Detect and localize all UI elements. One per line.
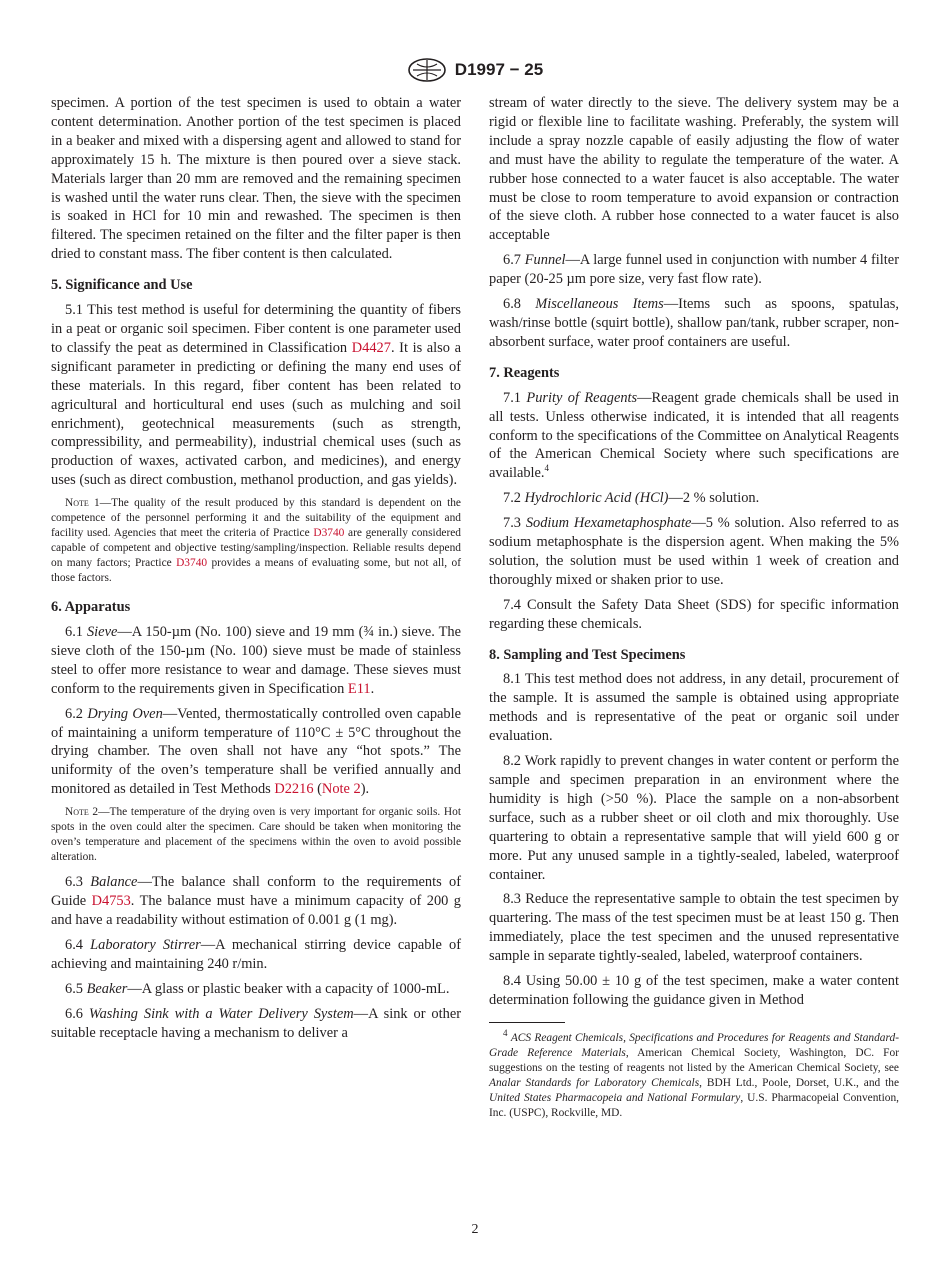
section-7-heading: 7. Reagents: [489, 364, 560, 381]
page-number: 2: [471, 1222, 479, 1237]
intro-paragraph: specimen. A portion of the test specimen is used to obtain a water content determination. Another portion of the test specimen is placed in a beaker and mixed with a dispersing agent and allowed to stand for approximately 15 h. The mixture is then poured over a sieve stack. Materials larger than 20 mm are removed and the remaining specimen is washed until the water runs clear. Then, the sieve with the specimen is soaked in HCl for 10 min and rewashed. The specimen is then filtered. The specimen retained on the filter and the filter paper is then dried to constant mass. The fiber content is then calculated.: [51, 95, 461, 263]
d2216-link[interactable]: D2216: [274, 781, 314, 798]
footnote-ref-4[interactable]: 4: [544, 463, 550, 474]
note-1: Note 1—The quality of the result produced by this standard is dependent on the competence of the personnel performing it and the suitability of the equipment and facility used. Agencies that meet the criteria of Practice D3740 are generally considered capable of competent and objective testing/sampling/inspection. Reliable results depend on many factors; Practice D3740 provides a means of evaluating some, but not all, of those factors.: [51, 497, 461, 585]
paragraph-8-1: 8.1 This test method does not address, in any detail, procurement of the sample. It is assumed the sample is obtained using appropriate methods and is representative of the peat or organic soil under evaluation.: [489, 671, 899, 745]
astm-logo: [407, 57, 447, 83]
paragraph-7-2: 7.2 Hydrochloric Acid (HCl)—2 % solution.: [503, 490, 760, 507]
footnote-divider: [489, 1022, 565, 1023]
paragraph-8-2: 8.2 Work rapidly to prevent changes in water content or perform the sample and specimen preparation in an environment where the humidity is high (>50 %). Place the sample on a non-absorbent surface, such as a rubber sheet or oil cloth and mix thoroughly. Use quartering to obtain a representative sample that will yield 600 g or more. Put any unused sample in a tightly-sealed, labeled, waterproof container.: [489, 753, 899, 883]
paragraph-8-3: 8.3 Reduce the representative sample to obtain the test specimen by quartering. The mass of the test specimen must be at least 150 g. Then immediately, place the test specimen and the unused representative sample in separate tightly-sealed, labeled, waterproof containers.: [489, 891, 899, 965]
document-id: D1997 − 25: [454, 60, 544, 79]
paragraph-6-7: 6.7 Funnel—A large funnel used in conjunction with number 4 filter paper (20-25 µm pore size, very fast flow rate).: [489, 252, 899, 288]
paragraph-6-6-continued: stream of water directly to the sieve. The delivery system may be a rigid or flexible line to facilitate washing. Preferably, the system will include a spray nozzle capable of easily adjusting the flow of water and must have the ability to regulate the temperature of the water. A rubber hose connected to a water faucet is also acceptable. The water must be close to room temperature to avoid expansion or contraction of the sieve cloth. A rubber hose connected to a water faucet is also acceptable: [489, 95, 899, 244]
paragraph-5-1: 5.1 This test method is useful for determining the quantity of fibers in a peat or organic soil specimen. Fiber content is one parameter used to classify the peat as determined in Classification D4427. It is also a significant parameter in predicting or defining the many end uses of these materials. In this regard, fiber content has been related to agricultural and horticultural end uses (such as mulching and soil enrichment), geotechnical measurements (such as strength, compressibility, and permeability), industrial chemical uses (such as production of waxes, activated carbon, and medicines), and energy uses (such as direct combustion, methanol production, and gas yields).: [51, 302, 461, 489]
paragraph-7-3: 7.3 Sodium Hexametaphosphate—5 % solution. Also referred to as sodium metaphosphate is the dispersion agent. When making the 5% solution, the solution must be used within 1 week of creation and thoroughly mixed or shaken prior to use.: [489, 515, 900, 588]
paragraph-6-5: 6.5 Beaker—A glass or plastic beaker with a capacity of 1000-mL.: [65, 980, 450, 997]
section-5-heading: 5. Significance and Use: [51, 277, 193, 294]
page-header: [0, 55, 950, 85]
paragraph-6-2: 6.2 Drying Oven—Vented, thermostatically controlled oven capable of maintaining a uniform temperature of 110°C ± 5°C throughout the drying chamber. The oven shall not have any “hot spots.” The uniformity of the oven’s temperature shall be verified annually and monitored as detailed in Test Methods D2216 (Note 2).: [51, 705, 461, 798]
paragraph-6-3: 6.3 Balance—The balance shall conform to the requirements of Guide D4753. The balance must have a minimum capacity of 200 g and have a readability without estimation of 0.001 g (1 mg).: [51, 874, 461, 928]
paragraph-6-4: 6.4 Laboratory Stirrer—A mechanical stirring device capable of achieving and maintaining 240 r/min.: [51, 936, 461, 972]
paragraph-6-8: 6.8 Miscellaneous Items—Items such as spoons, spatulas, wash/rinse bottle (squirt bottle), shallow pan/tank, rubber scraper, non-absorbent surface, water proof containers are useful.: [489, 296, 899, 350]
section-8-heading: 8. Sampling and Test Specimens: [489, 646, 686, 663]
note-2-link[interactable]: Note 2: [321, 781, 361, 798]
paragraph-7-4: 7.4 Consult the Safety Data Sheet (SDS) for specific information regarding these chemicals.: [489, 596, 899, 632]
d3740-link[interactable]: D3740: [313, 527, 345, 540]
d3740-link[interactable]: D3740: [176, 557, 208, 570]
note-2: Note 2—The temperature of the drying oven is very important for organic soils. Hot spots in the oven could alter the specimen. Care should be taken when monitoring the oven’s temperature and placement of the specimens within the oven to avoid possible alteration.: [51, 806, 461, 864]
e11-link[interactable]: E11: [347, 680, 371, 697]
d4427-link[interactable]: D4427: [351, 339, 391, 356]
section-6-heading: 6. Apparatus: [51, 599, 131, 616]
paragraph-6-1: 6.1 Sieve—A 150-µm (No. 100) sieve and 19 mm (¾ in.) sieve. The sieve cloth of the 150-µm (No. 100) sieve must be made of stainless steel to offer more resistance to wear and damage. These sieves must conform to the requirements given in Specification E11.: [51, 624, 461, 697]
paragraph-8-4: 8.4 Using 50.00 ± 10 g of the test specimen, make a water content determination following the guidance given in Method: [489, 973, 899, 1008]
left-column: [51, 94, 461, 1048]
d4753-link[interactable]: D4753: [91, 893, 131, 910]
right-column: [489, 94, 899, 1121]
paragraph-7-1: 7.1 Purity of Reagents—Reagent grade chemicals shall be used in all tests. Unless otherwise indicated, it is intended that all reagents conform to the specifications of the Committee on Analytical Reagents of the American Chemical Society where such specifications are available.$^4$: [489, 389, 900, 482]
footnote-4: $^4$ ACS Reagent Chemicals, Specifications and Procedures for Reagents and Standard-Grade Reference Materials, American Chemical Society, Washington, DC. For suggestions on the testing of reagents not listed by the American Chemical Society, see Analar Standards for Laboratory Chemicals, BDH Ltd., Poole, Dorset, U.K., and the United States Pharmacopeia and National Formulary, U.S. Pharmacopeial Convention, Inc. (USPC), Rockville, MD.: [489, 1028, 900, 1119]
paragraph-6-6: 6.6 Washing Sink with a Water Delivery System—A sink or other suitable receptacle having a mechanism to deliver a: [51, 1005, 461, 1041]
